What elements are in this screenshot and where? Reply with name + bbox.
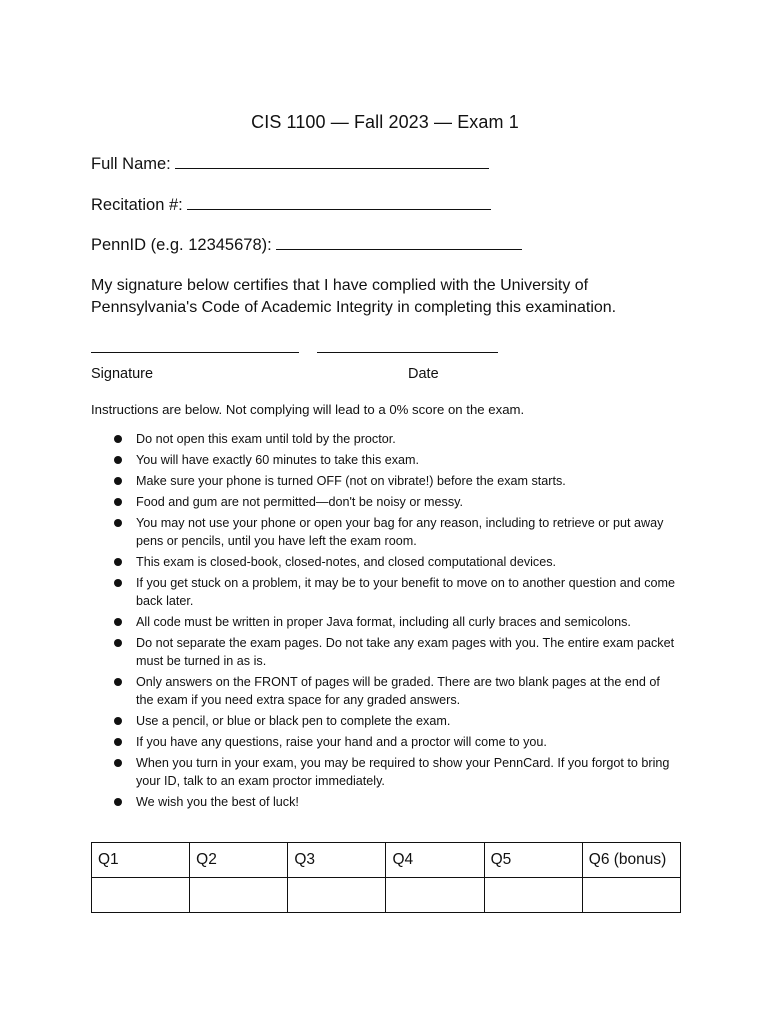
score-header-q1: Q1 — [92, 843, 190, 878]
bullet-icon — [114, 759, 122, 767]
score-table — [91, 842, 681, 913]
score-header-q3: Q3 — [288, 843, 386, 878]
score-header-q4: Q4 — [386, 843, 484, 878]
bullet-icon — [114, 717, 122, 725]
rule-text: Only answers on the FRONT of pages will be graded. There are two blank pages at the end of the exam if you need extra space for any graded answers. — [136, 675, 660, 707]
integrity-certification: My signature below certifies that I have complied with the University of Pennsylvania's Code of Academic Integrity in completing this examination. — [91, 277, 617, 316]
recitation-field — [91, 196, 491, 215]
rule-text: If you have any questions, raise your hand and a proctor will come to you. — [136, 735, 547, 749]
score-cell-q2[interactable] — [190, 878, 288, 913]
list-item — [110, 712, 680, 730]
pennid-label: PennID (e.g. 12345678): — [91, 236, 272, 254]
rule-text: You may not use your phone or open your bag for any reason, including to retrieve or put away pens or pencils, until you have left the exam room. — [136, 516, 664, 548]
bullet-icon — [114, 477, 122, 485]
score-cell-q6[interactable] — [582, 878, 680, 913]
list-item — [110, 553, 680, 571]
bullet-icon — [114, 639, 122, 647]
rule-text: Do not open this exam until told by the proctor. — [136, 432, 396, 446]
pennid-blank[interactable] — [276, 249, 522, 250]
bullet-icon — [114, 798, 122, 806]
date-label: Date — [408, 366, 439, 382]
pennid-field — [91, 236, 522, 255]
score-value-row — [92, 878, 681, 913]
signature-label: Signature — [91, 366, 154, 382]
score-cell-q5[interactable] — [484, 878, 582, 913]
list-item — [110, 613, 680, 631]
rule-text: Use a pencil, or blue or black pen to complete the exam. — [136, 714, 451, 728]
list-item — [110, 733, 680, 751]
list-item — [110, 634, 680, 670]
bullet-icon — [114, 618, 122, 626]
list-item — [110, 793, 680, 811]
recitation-label: Recitation #: — [91, 196, 183, 214]
instructions-intro: Instructions are below. Not complying will lead to a 0% score on the exam. — [91, 402, 525, 417]
date-line[interactable] — [317, 352, 498, 353]
score-header-q6: Q6 (bonus) — [582, 843, 680, 878]
bullet-icon — [114, 498, 122, 506]
bullet-icon — [114, 519, 122, 527]
bullet-icon — [114, 678, 122, 686]
bullet-icon — [114, 579, 122, 587]
rules-list — [110, 430, 680, 814]
rule-text: All code must be written in proper Java format, including all curly braces and semicolons. — [136, 615, 631, 629]
score-cell-q4[interactable] — [386, 878, 484, 913]
score-header-q5: Q5 — [484, 843, 582, 878]
bullet-icon — [114, 435, 122, 443]
rule-text: Do not separate the exam pages. Do not take any exam pages with you. The entire exam packet must be turned in as is. — [136, 636, 675, 668]
score-cell-q3[interactable] — [288, 878, 386, 913]
bullet-icon — [114, 456, 122, 464]
rule-text: If you get stuck on a problem, it may be to your benefit to move on to another question and come back later. — [136, 576, 676, 608]
score-cell-q1[interactable] — [92, 878, 190, 913]
list-item — [110, 574, 680, 610]
rule-text: We wish you the best of luck! — [136, 795, 299, 809]
list-item — [110, 451, 680, 469]
rule-text: This exam is closed-book, closed-notes, and closed computational devices. — [136, 555, 557, 569]
list-item — [110, 514, 680, 550]
list-item — [110, 673, 680, 709]
rule-text: Food and gum are not permitted—don't be noisy or messy. — [136, 495, 463, 509]
bullet-icon — [114, 738, 122, 746]
bullet-icon — [114, 558, 122, 566]
full-name-field — [91, 155, 489, 174]
list-item — [110, 430, 680, 448]
recitation-blank[interactable] — [187, 209, 491, 210]
full-name-label: Full Name: — [91, 155, 171, 173]
full-name-blank[interactable] — [175, 168, 489, 169]
signature-line[interactable] — [91, 352, 299, 353]
rule-text: Make sure your phone is turned OFF (not on vibrate!) before the exam starts. — [136, 474, 566, 488]
rule-text: When you turn in your exam, you may be required to show your PennCard. If you forgot to bring your ID, talk to an exam proctor immediately. — [136, 756, 670, 788]
rule-text: You will have exactly 60 minutes to take this exam. — [136, 453, 420, 467]
list-item — [110, 754, 680, 790]
exam-title: CIS 1100 — Fall 2023 — Exam 1 — [251, 112, 519, 132]
score-header-row — [92, 843, 681, 878]
score-header-q2: Q2 — [190, 843, 288, 878]
list-item — [110, 493, 680, 511]
list-item — [110, 472, 680, 490]
